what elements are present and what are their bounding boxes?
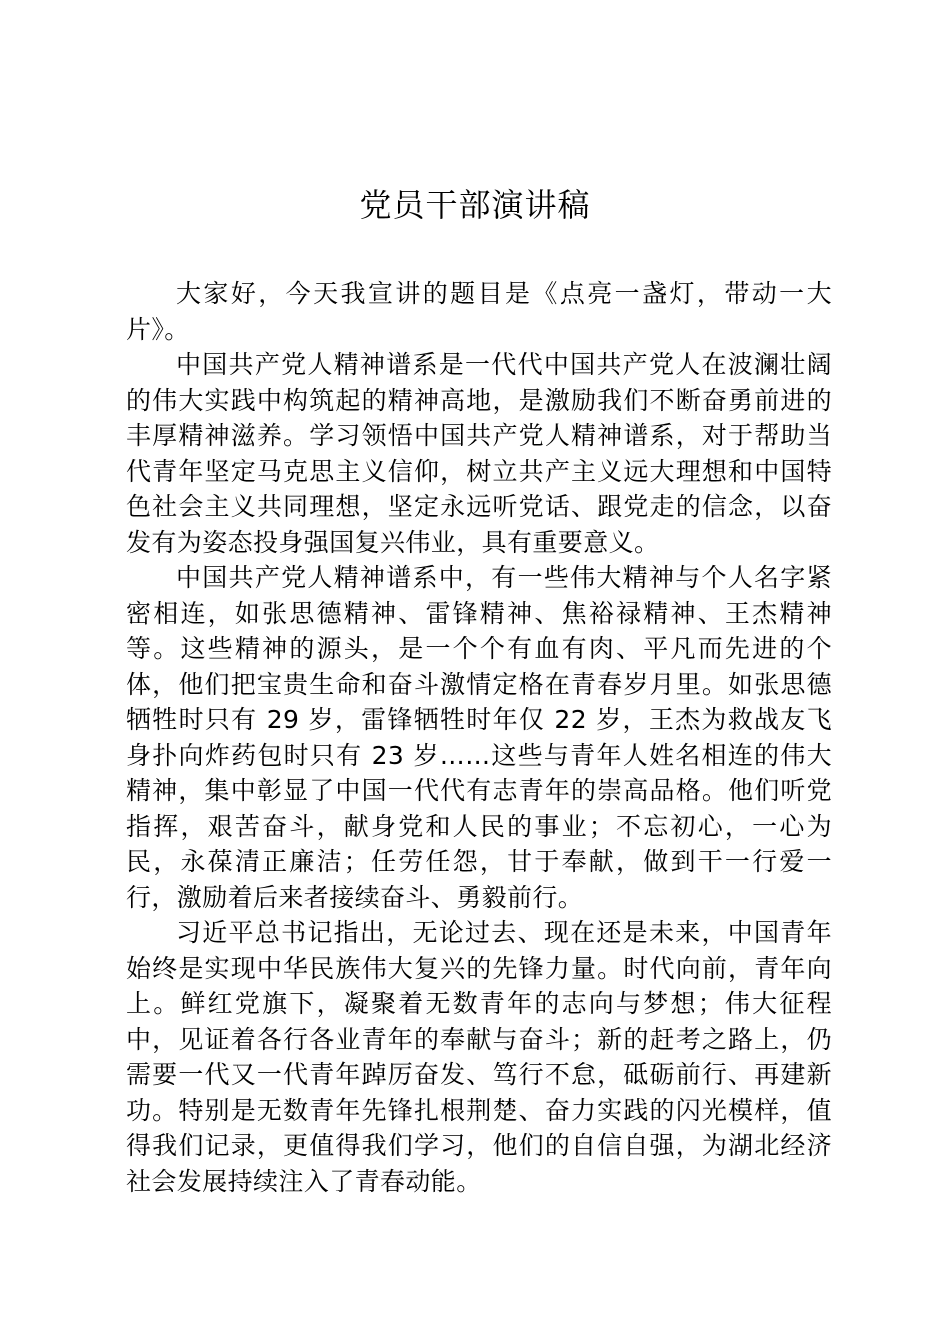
page-title: 党员干部演讲稿 bbox=[359, 186, 591, 224]
paragraph-youth: 习近平总书记指出，无论过去、现在还是未来，中国青年始终是实现中华民族伟大复兴的先锋力量。时代向前，青年向上。鲜红党旗下，凝聚着无数青年的志向与梦想；伟大征程中，见证着各行各业青年的奉献与奋斗；新的赶考之路上，仍需要一代又一代青年踔厉奋发、笃行不怠，砥砺前行、再建新功。特别是无数青年先锋扎根荆楚、奋力实践的闪光模样，值得我们记录，更值得我们学习，他们的自信自强，为湖北经济社会发展持续注入了青春动能。 bbox=[126, 918, 832, 1196]
paragraph-spirit-lineage: 中国共产党人精神谱系是一代代中国共产党人在波澜壮阔的伟大实践中构筑起的精神高地，是激励我们不断奋勇前进的丰厚精神滋养。学习领悟中国共产党人精神谱系，对于帮助当代青年坚定马克思主义信仰，树立共产主义远大理想和中国特色社会主义共同理想，坚定永远听党话、跟党走的信念，以奋发有为姿态投身强国复兴伟业，具有重要意义。 bbox=[126, 350, 832, 557]
paragraph-heroes: 中国共产党人精神谱系中，有一些伟大精神与个人名字紧密相连，如张思德精神、雷锋精神、焦裕禄精神、王杰精神等。这些精神的源头，是一个个有血有肉、平凡而先进的个体，他们把宝贵生命和奋斗激情定格在青春岁月里。如张思德牺牲时只有 29 岁，雷锋牺牲时年仅 22 岁，王杰为救战友飞身扑向炸药包时只有 23 岁……这些与青年人姓名相连的伟大精神，集中彰显了中国一代代有志青年的崇高品格。他们听党指挥，艰苦奋斗，献身党和人民的事业；不忘初心，一心为民，永葆清正廉洁；任劳任怨，甘于奉献，做到干一行爱一行，激励着后来者接续奋斗、勇毅前行。 bbox=[126, 563, 832, 912]
paragraph-intro: 大家好，今天我宣讲的题目是《点亮一盏灯，带动一大片》。 bbox=[126, 279, 832, 344]
speech-body bbox=[126, 276, 832, 1199]
